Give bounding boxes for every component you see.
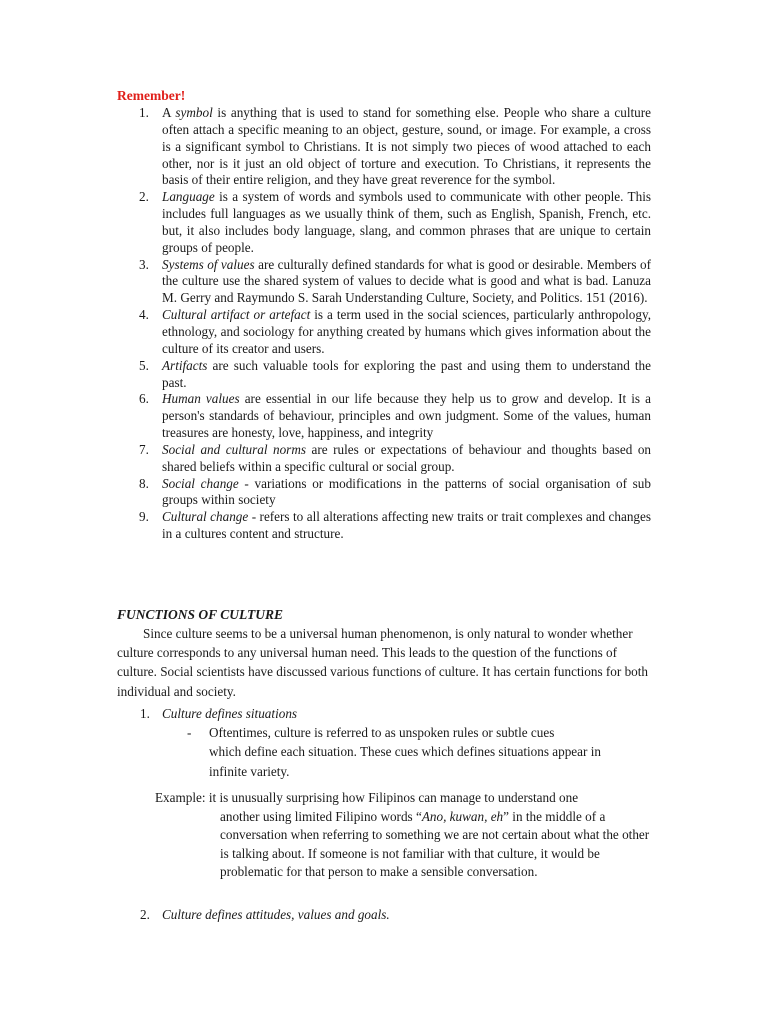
term: Artifacts — [162, 357, 208, 373]
subheading-1: 1. Culture defines situations — [140, 706, 298, 721]
subheading-2: 2. Culture defines attitudes, values and goals. — [140, 907, 390, 922]
list-item: 3. Systems of values are culturally defined standards for what is good or desirable. Members of the culture use the shared system of values to decide what is good and what is bad. Lanuza M. Gerry and Raymundo S. Sarah Understanding Culture, Society, and Politics. 151 (2016). — [139, 256, 651, 306]
term: Cultural change — [162, 509, 249, 525]
list-item: 2. Language is a system of words and symbols used to communicate with other people. This includes full languages as we usually think of them, such as English, Spanish, French, etc. but, it also includes body language, slang, and common phrases that are unique to certain groups of people. — [139, 189, 651, 255]
term: Human values — [162, 391, 240, 407]
bullet-item: - Oftentimes, culture is referred to as unspoken rules or subtle cues which define each situation. These cues which defines situations appear in infinite variety. — [187, 725, 601, 779]
list-item: 4. Cultural artifact or artefact is a term used in the social sciences, particularly anthropology, ethnology, and sociology for anything created by humans which gives information about the culture of its creator and users. — [139, 307, 651, 356]
list-item: 9. Cultural change - refers to all alterations affecting new traits or trait complexes and changes in a cultures content and structure. — [139, 509, 651, 542]
example-block: Example: it is unusually surprising how Filipinos can manage to understand one another using limited Filipino words “Ano, kuwan, eh” in the middle of a conversation when referring to something we are not certain about what the other is talking about. If someone is not familiar with that culture, it would be problematic for that person to make a sensible conversation. — [155, 790, 650, 880]
term: Social change — [162, 475, 239, 491]
term: Cultural artifact or artefact — [162, 307, 311, 323]
term: Systems of values — [162, 256, 255, 272]
list-item: 8. Social change - variations or modifications in the patterns of social organisation of sub groups within society — [139, 475, 651, 508]
intro-paragraph: Since culture seems to be a universal human phenomenon, is only natural to wonder whether culture corresponds to any universal human need. This leads to the question of the functions of culture. Social scientists have discussed various functions of culture. It has certain functions for both individual and society. — [117, 626, 649, 699]
term: Language — [162, 189, 215, 205]
functions-heading: FUNCTIONS OF CULTURE — [117, 607, 284, 622]
term: symbol — [175, 105, 213, 120]
term: Social and cultural norms — [162, 441, 306, 457]
remember-heading: Remember! — [117, 88, 186, 103]
example-label: Example: — [155, 790, 206, 805]
filipino-words: Ano, kuwan, eh — [421, 808, 504, 824]
list-item: 7. Social and cultural norms are rules or expectations of behaviour and thoughts based on shared beliefs within a specific cultural or social group. — [139, 441, 652, 474]
list-item: 5. Artifacts are such valuable tools for exploring the past and using them to understand the past. — [139, 357, 651, 390]
list-item: 6. Human values are essential in our life because they help us to grow and develop. It is a person's standards of behaviour, principles and own judgment. Some of the values, human treasures are honesty, love, happiness, and integrity — [139, 391, 651, 441]
remember-list — [117, 105, 651, 543]
dash-marker: - — [187, 725, 192, 740]
list-item: 1. A symbol is anything that is used to stand for something else. People who share a culture often attach a specific meaning to an object, gesture, sound, or image. For example, a cross is a significant symbol to Christians. It is not simply two pieces of wood attached to each other, nor is it just an old object of torture and execution. To Christians, it represents the basis of their entire religion, and they have great reverence for the symbol. — [139, 105, 651, 188]
